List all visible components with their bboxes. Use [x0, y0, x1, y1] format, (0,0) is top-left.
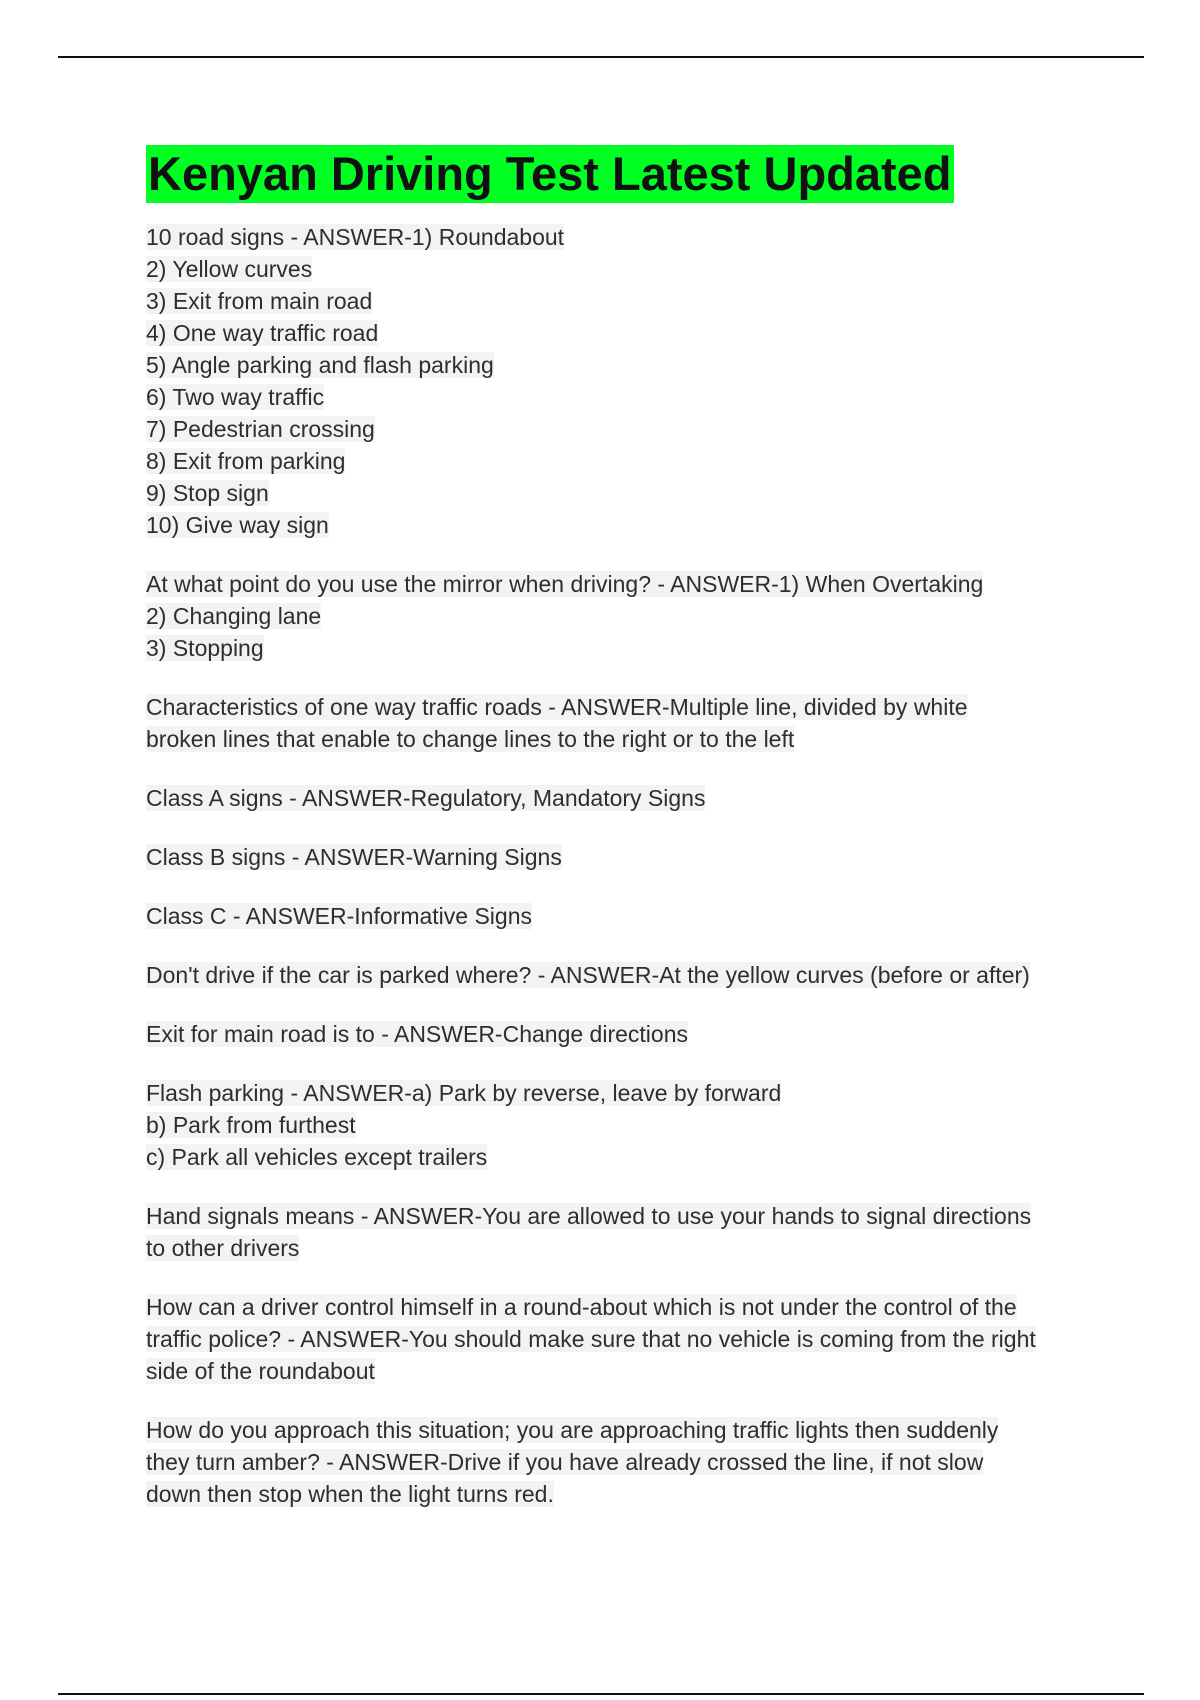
qa-line-text: broken lines that enable to change lines to the right or to the left: [146, 726, 795, 752]
qa-line: [146, 1416, 1106, 1448]
qa-line-text: 10 road signs - ANSWER-1) Roundabout: [146, 224, 565, 250]
qa-item: [146, 693, 1106, 757]
qa-item: [146, 1416, 1106, 1512]
qa-line: [146, 1202, 1106, 1234]
document-title: Kenyan Driving Test Latest Updated: [146, 145, 954, 203]
qa-line-text: 10) Give way sign: [146, 512, 329, 538]
qa-line: [146, 1448, 1106, 1480]
qa-line: [146, 725, 1106, 757]
qa-line: [146, 319, 1106, 351]
qa-line: [146, 287, 1106, 319]
qa-line: [146, 447, 1106, 479]
header-rule: [58, 56, 1144, 58]
qa-line-text: 9) Stop sign: [146, 480, 269, 506]
qa-line: [146, 415, 1106, 447]
qa-line: [146, 1293, 1106, 1325]
qa-line-text: down then stop when the light turns red.: [146, 1481, 554, 1507]
qa-line: [146, 223, 1106, 255]
qa-line-text: 8) Exit from parking: [146, 448, 346, 474]
qa-line-text: 2) Changing lane: [146, 603, 322, 629]
qa-line: [146, 1020, 1106, 1052]
qa-line: [146, 1480, 1106, 1512]
qa-line: [146, 1357, 1106, 1389]
qa-item: [146, 1079, 1106, 1175]
qa-line: [146, 351, 1106, 383]
qa-line: [146, 634, 1106, 666]
qa-item: [146, 570, 1106, 666]
qa-line: [146, 511, 1106, 543]
qa-item: [146, 1020, 1106, 1052]
qa-line: [146, 843, 1106, 875]
qa-line: [146, 902, 1106, 934]
qa-line-text: Class C - ANSWER-Informative Signs: [146, 903, 532, 929]
qa-line: [146, 1325, 1106, 1357]
qa-item: [146, 784, 1106, 816]
qa-line: [146, 570, 1106, 602]
qa-line-text: 3) Exit from main road: [146, 288, 373, 314]
qa-line-text: Class B signs - ANSWER-Warning Signs: [146, 844, 562, 870]
qa-line-text: Hand signals means - ANSWER-You are allowed to use your hands to signal directions: [146, 1203, 1032, 1229]
qa-line-text: Flash parking - ANSWER-a) Park by reverse, leave by forward: [146, 1080, 782, 1106]
qa-item: [146, 223, 1106, 543]
qa-line-text: 4) One way traffic road: [146, 320, 379, 346]
qa-list: [146, 223, 1106, 1512]
qa-line-text: to other drivers: [146, 1235, 300, 1261]
qa-line: [146, 1234, 1106, 1266]
qa-line: [146, 784, 1106, 816]
qa-line-text: 7) Pedestrian crossing: [146, 416, 375, 442]
document-body: [146, 145, 1106, 1539]
qa-line-text: Characteristics of one way traffic roads - ANSWER-Multiple line, divided by white: [146, 694, 968, 720]
qa-line: [146, 1079, 1106, 1111]
qa-line-text: How do you approach this situation; you are approaching traffic lights then suddenly: [146, 1417, 999, 1443]
qa-line-text: 3) Stopping: [146, 635, 264, 661]
footer-rule: [58, 1693, 1144, 1695]
qa-line: [146, 479, 1106, 511]
qa-line-text: b) Park from furthest: [146, 1112, 356, 1138]
qa-line: [146, 602, 1106, 634]
qa-item: [146, 961, 1106, 993]
qa-line-text: 2) Yellow curves: [146, 256, 313, 282]
qa-line-text: c) Park all vehicles except trailers: [146, 1144, 488, 1170]
qa-line: [146, 1111, 1106, 1143]
qa-line-text: How can a driver control himself in a round-about which is not under the control of the: [146, 1294, 1017, 1320]
qa-line-text: side of the roundabout: [146, 1358, 375, 1384]
qa-item: [146, 1202, 1106, 1266]
qa-line: [146, 693, 1106, 725]
qa-line-text: traffic police? - ANSWER-You should make sure that no vehicle is coming from the right: [146, 1326, 1036, 1352]
qa-line-text: 6) Two way traffic: [146, 384, 325, 410]
qa-item: [146, 843, 1106, 875]
qa-item: [146, 1293, 1106, 1389]
qa-line-text: Exit for main road is to - ANSWER-Change directions: [146, 1021, 688, 1047]
qa-item: [146, 902, 1106, 934]
qa-line-text: Class A signs - ANSWER-Regulatory, Mandatory Signs: [146, 785, 706, 811]
qa-line: [146, 961, 1106, 993]
qa-line: [146, 255, 1106, 287]
qa-line: [146, 383, 1106, 415]
qa-line: [146, 1143, 1106, 1175]
qa-line-text: Don't drive if the car is parked where? - ANSWER-At the yellow curves (before or after): [146, 962, 1030, 988]
qa-line-text: At what point do you use the mirror when driving? - ANSWER-1) When Overtaking: [146, 571, 984, 597]
qa-line-text: 5) Angle parking and flash parking: [146, 352, 494, 378]
qa-line-text: they turn amber? - ANSWER-Drive if you have already crossed the line, if not slow: [146, 1449, 984, 1475]
